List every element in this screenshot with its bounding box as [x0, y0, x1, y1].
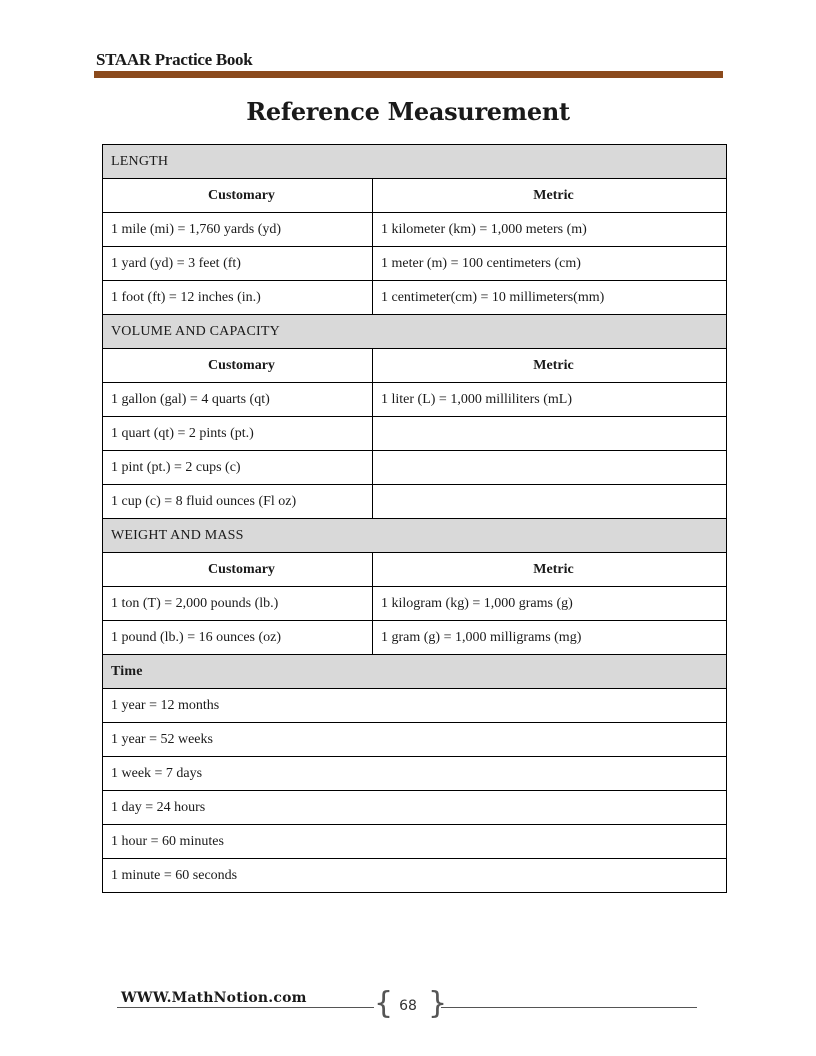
- table-row: [103, 247, 727, 281]
- column-header-row: [103, 349, 727, 383]
- right-bracket-icon: }: [428, 986, 448, 1021]
- customary-cell: 1 yard (yd) = 3 feet (ft): [103, 247, 373, 281]
- section-title: VOLUME AND CAPACITY: [103, 315, 727, 349]
- column-header-customary: Customary: [103, 349, 373, 383]
- metric-cell: 1 kilogram (kg) = 1,000 grams (g): [373, 587, 727, 621]
- column-header-customary: Customary: [103, 179, 373, 213]
- customary-cell: 1 gallon (gal) = 4 quarts (qt): [103, 383, 373, 417]
- time-cell: 1 week = 7 days: [103, 757, 727, 791]
- customary-cell: 1 foot (ft) = 12 inches (in.): [103, 281, 373, 315]
- section-header-time: [103, 655, 727, 689]
- table-row: [103, 791, 727, 825]
- header-title: STAAR Practice Book: [96, 50, 253, 69]
- section-title: WEIGHT AND MASS: [103, 519, 727, 553]
- column-header-customary: Customary: [103, 553, 373, 587]
- page-number: 68: [399, 998, 417, 1014]
- column-header-metric: Metric: [373, 179, 727, 213]
- section-title: LENGTH: [103, 145, 727, 179]
- customary-cell: 1 cup (c) = 8 fluid ounces (Fl oz): [103, 485, 373, 519]
- footer-website: WWW.MathNotion.com: [121, 990, 307, 1006]
- column-header-row: [103, 179, 727, 213]
- table-row: [103, 213, 727, 247]
- column-header-metric: Metric: [373, 349, 727, 383]
- time-cell: 1 year = 52 weeks: [103, 723, 727, 757]
- customary-cell: 1 mile (mi) = 1,760 yards (yd): [103, 213, 373, 247]
- metric-cell: 1 gram (g) = 1,000 milligrams (mg): [373, 621, 727, 655]
- section-header-length: [103, 145, 727, 179]
- metric-cell: [373, 451, 727, 485]
- metric-cell: 1 meter (m) = 100 centimeters (cm): [373, 247, 727, 281]
- page-title: Reference Measurement: [246, 97, 570, 126]
- table-row: [103, 587, 727, 621]
- metric-cell: 1 kilometer (km) = 1,000 meters (m): [373, 213, 727, 247]
- section-title: Time: [103, 655, 727, 689]
- column-header-metric: Metric: [373, 553, 727, 587]
- footer-rule: [441, 1007, 697, 1008]
- left-bracket-icon: {: [374, 986, 394, 1021]
- table-row: [103, 485, 727, 519]
- table-row: [103, 859, 727, 893]
- customary-cell: 1 ton (T) = 2,000 pounds (lb.): [103, 587, 373, 621]
- table-row: [103, 825, 727, 859]
- metric-cell: [373, 417, 727, 451]
- customary-cell: 1 quart (qt) = 2 pints (pt.): [103, 417, 373, 451]
- metric-cell: 1 centimeter(cm) = 10 millimeters(mm): [373, 281, 727, 315]
- customary-cell: 1 pound (lb.) = 16 ounces (oz): [103, 621, 373, 655]
- table-row: [103, 383, 727, 417]
- table-row: [103, 281, 727, 315]
- time-cell: 1 year = 12 months: [103, 689, 727, 723]
- metric-cell: 1 liter (L) = 1,000 milliliters (mL): [373, 383, 727, 417]
- reference-table: [102, 144, 727, 893]
- footer-rule: [117, 1007, 374, 1008]
- table-row: [103, 757, 727, 791]
- section-header-weight: [103, 519, 727, 553]
- customary-cell: 1 pint (pt.) = 2 cups (c): [103, 451, 373, 485]
- section-header-volume: [103, 315, 727, 349]
- time-cell: 1 hour = 60 minutes: [103, 825, 727, 859]
- metric-cell: [373, 485, 727, 519]
- table-row: [103, 621, 727, 655]
- table-row: [103, 451, 727, 485]
- time-cell: 1 minute = 60 seconds: [103, 859, 727, 893]
- table-row: [103, 417, 727, 451]
- header-rule: [94, 71, 723, 78]
- column-header-row: [103, 553, 727, 587]
- table-row: [103, 723, 727, 757]
- table-row: [103, 689, 727, 723]
- time-cell: 1 day = 24 hours: [103, 791, 727, 825]
